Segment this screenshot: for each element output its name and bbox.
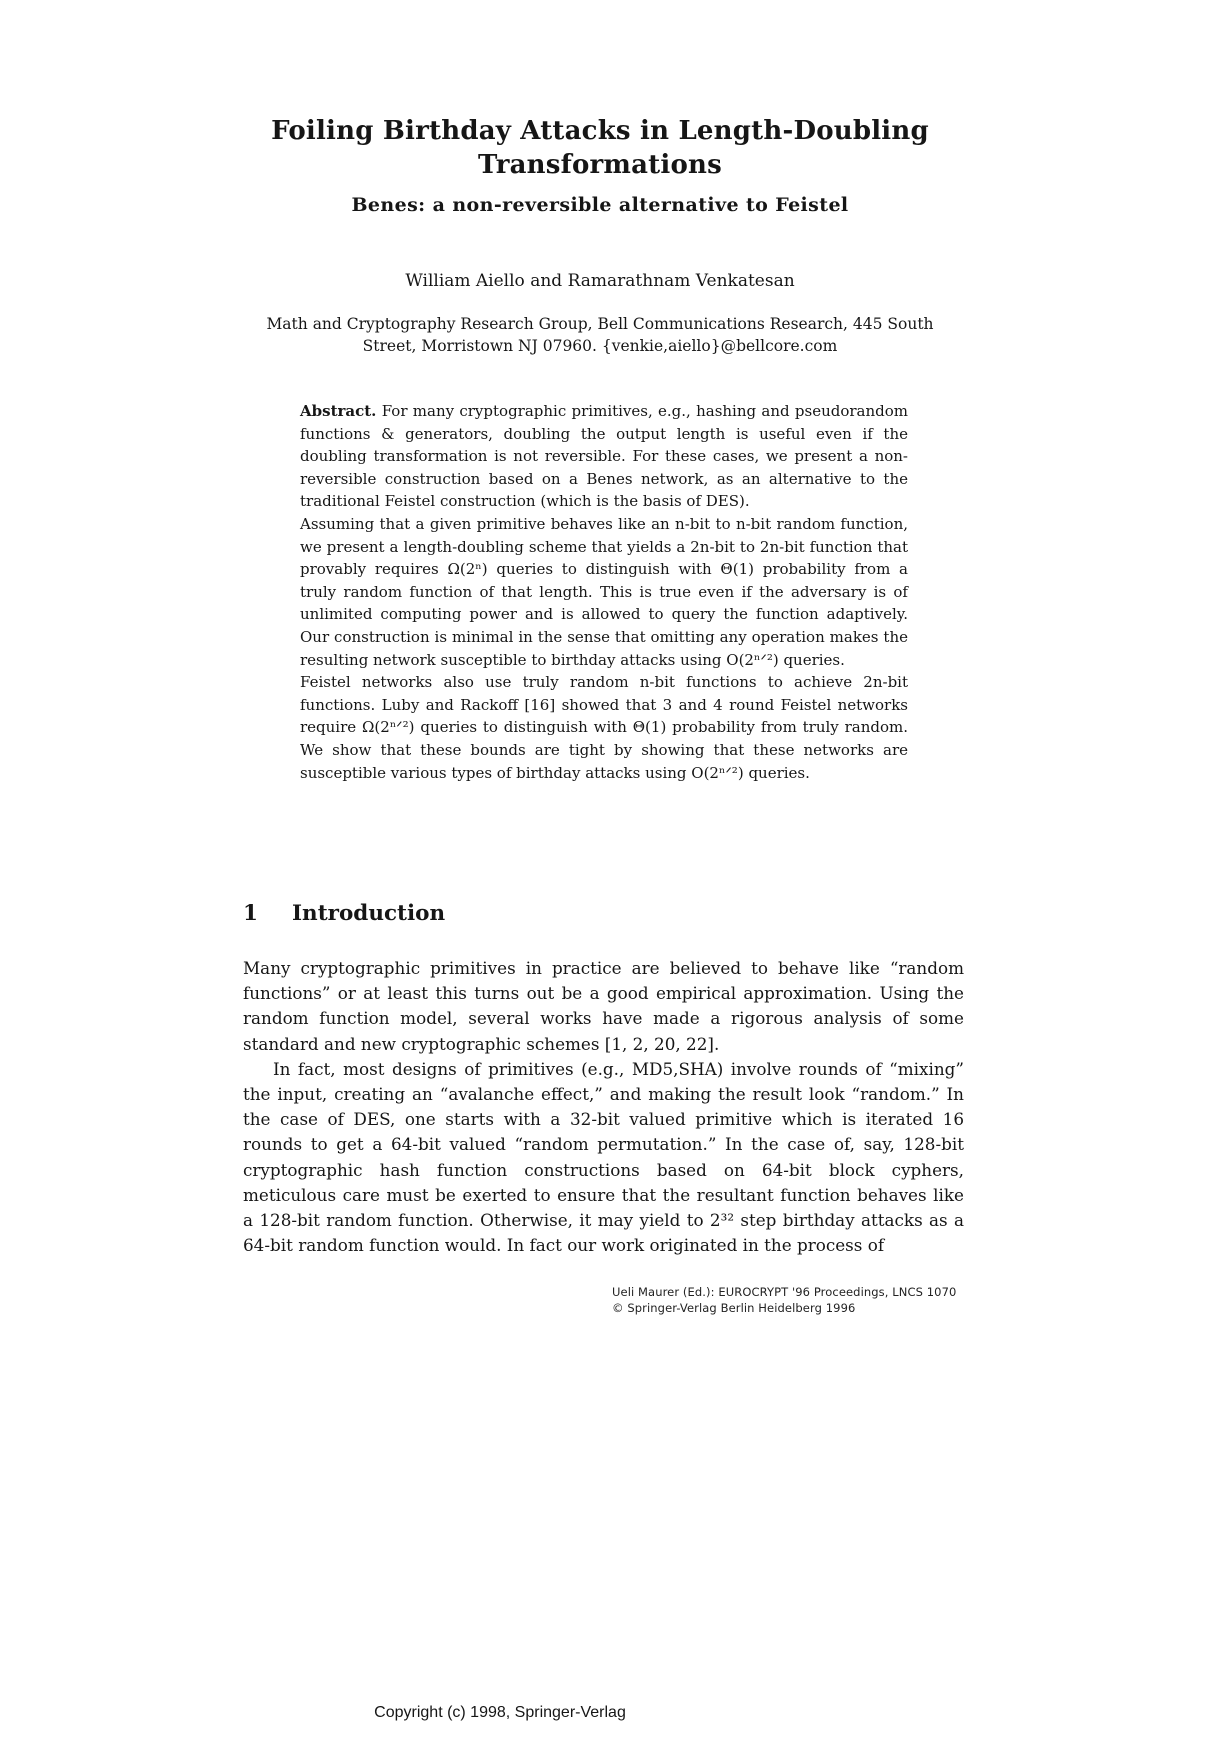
abstract-paragraph-2: Assuming that a given primitive behaves like an n-bit to n-bit random function, we present a length-doubling scheme that yields a 2n-bit to 2n-bit function that provably requires Ω(2ⁿ) queries to distinguish with Θ(1) probability from a truly random function of that length. This is true even if the adversary is of unlimited computing power and is allowed to query the function adaptively. Our construction is minimal in the sense that omitting any operation makes the resulting network susceptible to birthday attacks using O(2ⁿᐟ²) queries. <box>300 514 908 669</box>
paper-title <box>200 114 1000 182</box>
section-heading <box>243 900 445 928</box>
proceedings-footnote <box>612 1284 956 1316</box>
title-line-1: Foiling Birthday Attacks in Length-Doubling <box>271 116 929 146</box>
abstract <box>300 400 908 784</box>
copyright-notice: Copyright (c) 1998, Springer-Verlag <box>374 1704 626 1721</box>
section-title: Introduction <box>292 901 446 926</box>
intro-paragraph-2: In fact, most designs of primitives (e.g., MD5,SHA) involve rounds of “mixing” the input, creating an “avalanche effect,” and making the result look “random.” In the case of DES, one starts with a 32-bit valued primitive which is iterated 16 rounds to get a 64-bit valued “random permutation.” In the case of, say, 128-bit cryptographic hash function constructions based on 64-bit block cyphers, meticulous care must be exerted to ensure that the resultant function behaves like a 128-bit random function. Otherwise, it may yield to 2³² step birthday attacks as a 64-bit random function would. In fact our work originated in the process of <box>243 1058 964 1256</box>
paper-subtitle: Benes: a non-reversible alternative to Feistel <box>351 194 849 216</box>
abstract-paragraph-3: Feistel networks also use truly random n-bit functions to achieve 2n-bit functions. Luby and Rackoff [16] showed that 3 and 4 round Feistel networks require Ω(2ⁿᐟ²) queries to distinguish with Θ(1) probability from truly random. We show that these bounds are tight by showing that these networks are susceptible various types of birthday attacks using O(2ⁿᐟ²) queries. <box>300 673 908 782</box>
publisher-line: © Springer-Verlag Berlin Heidelberg 1996 <box>612 1301 856 1315</box>
section-number: 1 <box>243 901 258 926</box>
intro-paragraph-1: Many cryptographic primitives in practice are believed to behave like “random functions” or at least this turns out be a good empirical approximation. Using the random function model, several works have made a rigorous analysis of some standard and new cryptographic schemes [1, 2, 20, 22]. <box>243 958 964 1054</box>
affiliation-line-1: Math and Cryptography Research Group, Bell Communications Research, 445 South <box>266 315 934 333</box>
proceedings-line: Ueli Maurer (Ed.): EUROCRYPT '96 Proceedings, LNCS 1070 <box>612 1285 957 1299</box>
author-list: William Aiello and Ramarathnam Venkatesan <box>405 271 795 291</box>
abstract-label: Abstract. <box>300 402 377 420</box>
affiliation <box>240 313 960 357</box>
affiliation-line-2: Street, Morristown NJ 07960. {venkie,aiello}@bellcore.com <box>362 337 838 355</box>
abstract-paragraph-1 <box>300 400 908 513</box>
title-line-2: Transformations <box>478 150 722 180</box>
introduction-body <box>243 956 964 1258</box>
abstract-paragraph-1-text: For many cryptographic primitives, e.g., hashing and pseudorandom functions & generators, doubling the output length is useful even if the doubling transformation is not reversible. For these cases, we present a non-reversible construction based on a Benes network, as an alternative to the traditional Feistel construction (which is the basis of DES). <box>300 402 908 511</box>
